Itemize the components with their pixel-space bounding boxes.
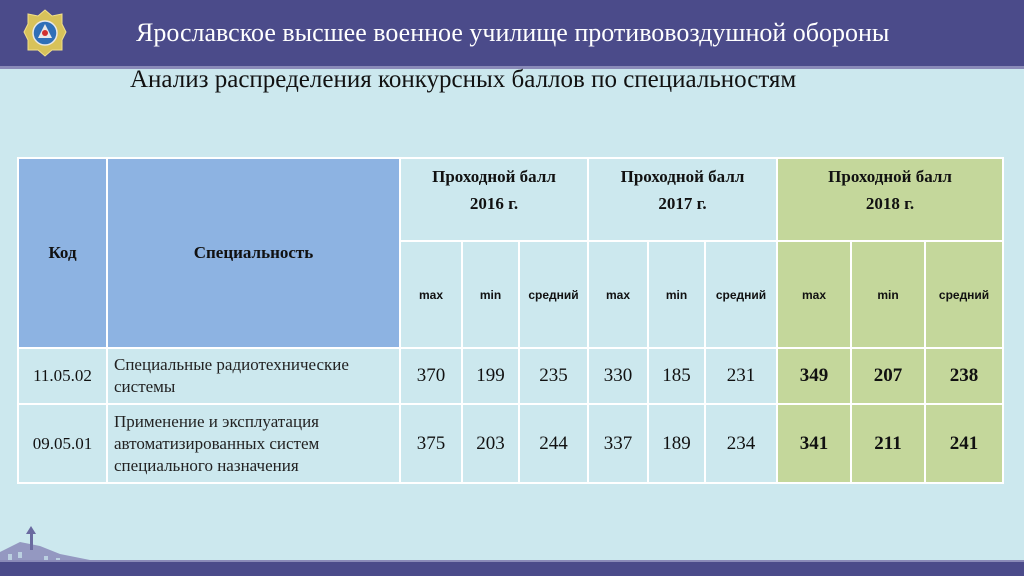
sub-header-2018-avg: средний xyxy=(925,241,1003,348)
sub-header-2016-max: max xyxy=(400,241,462,348)
sub-header-2018-min: min xyxy=(851,241,925,348)
header-2017-line2: 2017 г. xyxy=(658,194,707,213)
page-subtitle: Анализ распределения конкурсных баллов по специальностям xyxy=(130,66,797,93)
row-specialty: Специальные радиотехнические системы xyxy=(107,348,400,404)
scores-table xyxy=(17,157,1004,484)
header-2018-line2: 2018 г. xyxy=(865,194,915,213)
column-header-code: Код xyxy=(18,158,107,348)
sub-header-2017-min: min xyxy=(648,241,705,348)
cell-2016-max: 370 xyxy=(400,348,462,404)
header-title: Ярославское высшее военное училище противовоздушной обороны xyxy=(136,18,890,47)
cell-2016-min: 203 xyxy=(462,404,519,483)
cell-2016-max: 375 xyxy=(400,404,462,483)
row-code: 11.05.02 xyxy=(18,348,107,404)
sub-header-2016-min: min xyxy=(462,241,519,348)
column-header-2018 xyxy=(777,158,1003,241)
academy-emblem-icon xyxy=(22,8,68,58)
sub-header-2017-max: max xyxy=(588,241,648,348)
column-header-2017 xyxy=(588,158,777,241)
row-specialty: Применение и эксплуатация автоматизированных систем специального назначения xyxy=(107,404,400,483)
column-header-2016 xyxy=(400,158,588,241)
cell-2017-avg: 231 xyxy=(705,348,777,404)
column-header-specialty: Специальность xyxy=(107,158,400,348)
cell-2018-avg: 238 xyxy=(925,348,1003,404)
header-2018-line1: Проходной балл xyxy=(828,167,952,186)
row-code: 09.05.01 xyxy=(18,404,107,483)
cell-2018-max: 349 xyxy=(777,348,851,404)
cell-2017-avg: 234 xyxy=(705,404,777,483)
cell-2017-max: 337 xyxy=(588,404,648,483)
cell-2017-min: 185 xyxy=(648,348,705,404)
header-2017-line1: Проходной балл xyxy=(620,167,745,186)
cell-2016-min: 199 xyxy=(462,348,519,404)
cell-2016-avg: 244 xyxy=(519,404,588,483)
cell-2017-min: 189 xyxy=(648,404,705,483)
cell-2018-max: 341 xyxy=(777,404,851,483)
cell-2016-avg: 235 xyxy=(519,348,588,404)
cell-2017-max: 330 xyxy=(588,348,648,404)
header-2016-line2: 2016 г. xyxy=(469,194,519,213)
header-2016-line1: Проходной балл xyxy=(432,167,556,186)
header-bar xyxy=(0,0,1024,69)
table-row xyxy=(18,348,1003,404)
sub-header-2018-max: max xyxy=(777,241,851,348)
cell-2018-avg: 241 xyxy=(925,404,1003,483)
table-row xyxy=(18,404,1003,483)
sub-header-2016-avg: средний xyxy=(519,241,588,348)
cell-2018-min: 207 xyxy=(851,348,925,404)
cell-2018-min: 211 xyxy=(851,404,925,483)
sub-header-2017-avg: средний xyxy=(705,241,777,348)
